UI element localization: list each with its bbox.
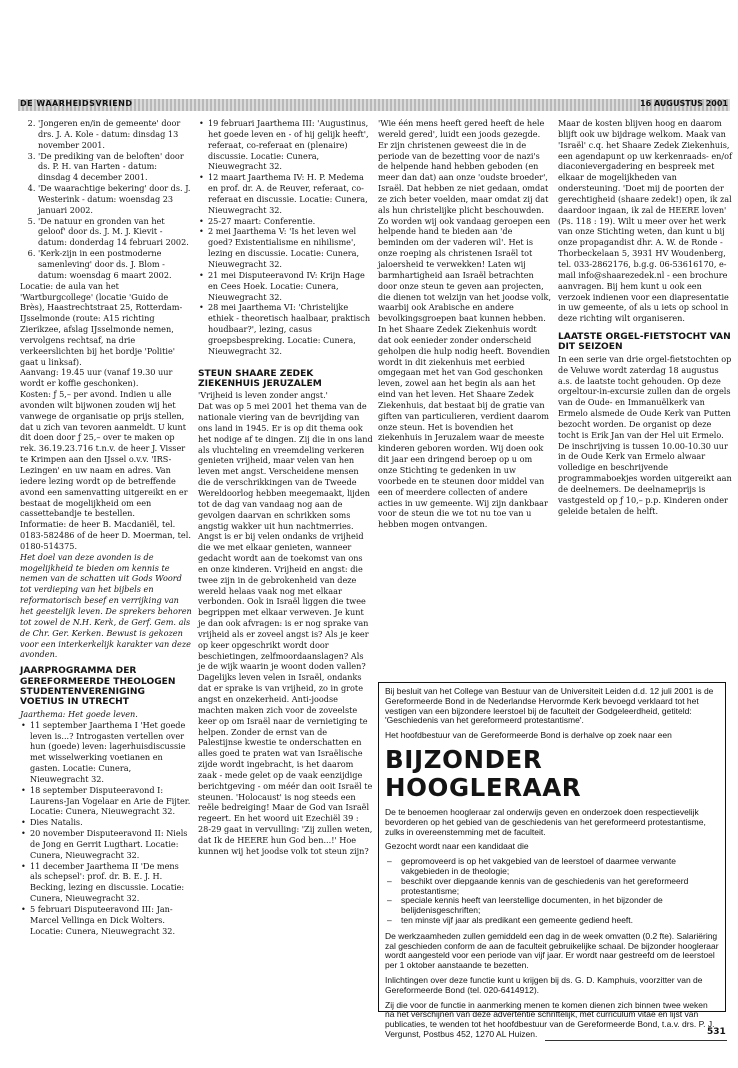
requirement-item: – ten minste vijf jaar als predikant een gemeente gediend heeft. (401, 916, 719, 926)
program-item: • 11 september Jaarthema I 'Het goede leven is...? Introgasten vertellen over hun (goede) leven: lagerhuisdiscussie met wisselwerking voetianen en gasten. Locatie: Cunera, Nieuwegracht 32. (30, 720, 192, 785)
program-item: • 28 mei Jaarthema VI: 'Christelijke ethiek - theoretisch haalbaar, praktisch houdbaar?', lezing, casus groepsbespreking. Locatie: Cunera, Nieuwegracht 32. (208, 302, 373, 356)
program-item: • 19 februari Jaarthema III: 'Augustinus, het goede leven en - of hij gelijk heeft', referaat, co-referaat en (plenaire) discussie. Locatie: Cunera, Nieuwegracht 32. (208, 118, 373, 172)
header-date: 16 AUGUSTUS 2001 (640, 99, 728, 108)
section-heading-orgel-fietstocht: LAATSTE ORGEL-FIETSTOCHT VAN DIT SEIZOEN (558, 332, 731, 353)
purpose-note: Het doel van deze avonden is de mogelijkheid te bieden om kennis te nemen van de schatten uit Gods Woord tot verdieping van het bijbels en reformatorisch besef en verrijking van het geestelijk leven. De sprekers behoren tot zowel de N.H. Kerk, de Gerf. Gem. als de Chr. Ger. Kerken. Bewust is gekozen voor een interkerkelijk karakter van deze avonden. (20, 551, 192, 660)
orgel-body: In een serie van drie orgel-fietstochten op de Veluwe wordt zaterdag 18 augustus a.s. de laatste tocht gehouden. Op deze orgeltour-in-excursie zullen dan de orgels van de Oude- en Immanuëlkerk van Ermelo alsmede de Oude Kerk van Putten bezocht worden. De organist op deze tocht is Erik Jan van der Hel uit Ermelo. De inschrijving is tussen 10.00-10.30 uur in de Oude Kerk van Ermelo alwaar volledige en beschrijvende programmaboekjes worden uitgereikt aan de deelnemers. De deelnameprijs is vastgesteld op ƒ 10,– p.p. Kinderen onder geleide betalen de helft. (558, 353, 732, 516)
page-number: 531 (707, 1027, 726, 1037)
article-body: Dat was op 5 mei 2001 het thema van de nationale viering van de bevrijding van ons land in 1945. Er is op dit thema ook het nodige af te dingen. Zij die in ons land als vluchteling en vreemdeling verkeren genieten vrijheid, maar velen van hen leven met angst. Verscheidene mensen die de verschrikkingen van de Tweede Wereldoorlog hebben meegemaakt, lijden tot de dag van vandaag nog aan de gevolgen daarvan en schrikken soms angstig wakker uit hun nachtmerries. Angst is er bij velen ondanks de vrijheid die we met elkaar genieten, wanneer gedacht wordt aan de toekomst van ons en onze kinderen. Vrijheid en angst: die twee zijn in de gebrokenheid van deze wereld helaas vaak nog met elkaar verbonden. Ook in Israël liggen die twee begrippen met elkaar verweven. Je kunt je dan ook afvragen: is er nog sprake van vrijheid als er zoveel angst is? Als je keer op keer opgeschrikt wordt door beschietingen, zelfmoordaanslagen? Als je de wijk waarin je woont doden vallen? Dagelijks leven velen in Israël, ondanks dat er sprake is van vrijheid, zo in grote angst en onzekerheid. Anti-joodse machten maken zich voor de zoveelste keer op om Israël naar de vernietiging te helpen. Zonder de ernst van de Palestijnse kwestie te onderschatten en alles goed te praten wat van Israëlische zijde wordt ingebracht, is het daarom zaak - mede gelet op de vaak eenzijdige berichtgeving - om méér dan ooit Israël te steunen. 'Holocaust' is nog steeds een reële bedreiging! Maar de God van Israël regeert. En het woord uit Ezechiël 39 : 28-29 gaat in vervulling: 'Zij zullen weten, dat Ik de HEERE hun God ben...!' Hoe kunnen wij het joodse volk tot steun zijn? (198, 401, 373, 856)
jaarthema-text: Jaarthema: Het goede leven. (20, 708, 138, 719)
informatie-text: Informatie: de heer B. Macdaniël, tel. 0183-582486 of de heer D. Moerman, tel. 0180-514375. (20, 519, 191, 551)
program-item: • 18 september Disputeeravond I: Laurens-Jan Vogelaar en Arie de Fijter. Locatie: Cunera, Nieuwegracht 32. (30, 785, 192, 818)
requirement-item: – speciale kennis heeft van leerstellige documenten, in het bijzonder de belijdenisgeschriften; (401, 896, 719, 916)
advert-conditions: De werkzaamheden zullen gemiddeld een dag in de week omvatten (0.2 fte). Salariëring zal geschieden conform de aan de faculteit gebruikelijke schaal. De bijzonder hoogleraar wordt aangesteld voor een periode van vijf jaar. Er wordt naar gestreefd om de leerstoel per 1 oktober aanstaande te bezetten. (385, 930, 719, 971)
column-1 (20, 118, 192, 937)
column-3 (378, 118, 552, 530)
advert-search-line: Het hoofdbestuur van de Gereformeerde Bond is derhalve op zoek naar een (385, 730, 672, 741)
advert-requirements (385, 857, 719, 926)
program-item: • 5 februari Disputeeravond III: Jan-Marcel Vellinga en Dick Wolters. Locatie: Cunera, Nieuwegracht 32. (30, 904, 192, 937)
program-item: • Dies Natalis. (30, 817, 192, 828)
talk-item: 5. 'De natuur en gronden van het geloof' door ds. J. M. J. Kievit - datum: donderdag 14 februari 2002. (38, 216, 192, 249)
advert-requirements-intro: Gezocht wordt naar een kandidaat die (385, 841, 529, 852)
talk-item: 4. 'De waarachtige bekering' door ds. J. Westerink - datum: woensdag 23 januari 2002. (38, 183, 192, 216)
advert-contact: Inlichtingen over deze functie kunt u krijgen bij ds. G. D. Kamphuis, voorzitter van de Gereformeerde Bond (tel. 020-6414912). (385, 974, 703, 995)
program-item: • 20 november Disputeeravond II: Niels de Jong en Gerrit Lugthart. Locatie: Cunera, Nieuwegracht 32. (30, 828, 192, 861)
program-item: • 2 mei Jaarthema V: 'Is het leven wel goed? Existentialisme en nihilisme', lezing en discussie. Locatie: Cunera, Nieuwegracht 32. (208, 226, 373, 269)
program-list-continued (198, 118, 373, 357)
kosten-text: Kosten: ƒ 5,– per avond. Indien u alle avonden wilt bijwonen zouden wij het vanwege de organisatie op prijs stellen, dat u zich van tevoren aanmeldt. U kunt dit doen door ƒ 25,– over te maken op rek. 36.19.23.716 t.n.v. de heer J. Visser te Krimpen aan den IJssel o.v.v. 'IRS-Lezingen' en uw naam en adres. Van iedere lezing wordt op de betreffende avond een samenvatting uitgereikt en er bestaat de mogelijkheid om een cassettebandje te bestellen. (20, 389, 188, 519)
advert-title: BIJZONDER HOOGLERAAR (385, 744, 582, 802)
advert-intro: Bij besluit van het College van Bestuur van de Universiteit Leiden d.d. 12 juli 2001 is de Gereformeerde Bond in de Nederlandse Hervormde Kerk bevoegd verklaard tot het vestigen van een bijzondere leerstoel bij de faculteit der Godgeleerdheid, getiteld: 'Geschiedenis van het gereformeerd protestantisme'. (385, 686, 714, 726)
aanvang-text: Aanvang: 19.45 uur (vanaf 19.30 uur wordt er koffie geschonken). (20, 367, 173, 389)
column-4 (558, 118, 734, 517)
advert-description: De te benoemen hoogleraar zal onderwijs geven en onderzoek doen respectievelijk bevorderen op het gebied van de geschiedenis van het gereformeerd protestantisme, zulks in overeenstemming met de faculteit. (385, 806, 706, 837)
article-subtitle: 'Vrijheid is leven zonder angst.' (198, 390, 328, 401)
header-publication: DE WAARHEIDSVRIEND (20, 99, 133, 108)
talk-item: 3. 'De prediking van de beloften' door ds. P. H. van Harten - datum: dinsdag 4 december 2001. (38, 151, 192, 184)
advert-application: Zij die voor de functie in aanmerking menen te komen dienen zich binnen twee weken na het verschijnen van deze advertentie schriftelijk, met curriculum vitae en lijst van publicaties, te wenden tot het hoofdbestuur van de Gereformeerde Bond, t.a.v. drs. P. J. Vergunst, Postbus 452, 1270 AL Huizen. (385, 999, 715, 1039)
program-item: • 12 maart Jaarthema IV: H. P. Medema en prof. dr. A. de Reuver, referaat, co-referaat en discussie. Locatie: Cunera, Nieuwegracht 32. (208, 172, 373, 215)
program-list (20, 720, 192, 937)
program-item: • 11 december Jaarthema II 'De mens als schepsel': prof. dr. B. E. J. H. Becking, lezing en discussie. Locatie: Cunera, Nieuwegracht 32. (30, 861, 192, 904)
section-heading-voetius: JAARPROGRAMMA DER GEREFORMEERDE THEOLOGEN STUDENTENVERENIGING VOETIUS IN UTRECHT (20, 666, 176, 708)
section-heading-shaare-zedek: STEUN SHAARE ZEDEK ZIEKENHUIS JERUZALEM (198, 368, 322, 389)
talk-item: 2. 'Jongeren en/in de gemeente' door drs. J. A. Kole - datum: dinsdag 13 november 2001. (38, 118, 192, 151)
talk-item: 6. 'Kerk-zijn in een postmoderne samenleving' door ds. J. Blom - datum: woensdag 6 maart 2002. (38, 248, 192, 281)
column-2 (198, 118, 373, 857)
article-body-continued: 'Wie één mens heeft gered heeft de hele wereld gered', luidt een joods gezegde. Er zijn christenen geweest die in de periode van de bezetting voor de nazi's de helpende hand hebben geboden (en meer dan dat) aan onze 'oudste broeder', Israël. Dat hebben ze niet gedaan, omdat ze zich beter voelden, maar omdat zij dat als hun christelijke plicht beschouwden. Zo worden wij ook vandaag geroepen een helpende hand te bieden aan 'de beminden om der vaderen wil'. Het is onze roeping als christenen Israël tot jaloersheid te verwekken! Laten wij barmhartigheid aan Israël betrachten door onze steun te geven aan projecten, die dienen tot welzijn van het joodse volk, waarbij ook Arabische en andere bevolkingsgroepen baat kunnen hebben. In het Shaare Zedek Ziekenhuis wordt dat ook eenieder zonder onderscheid geholpen die hulp nodig heeft. Bovendien wordt in dit ziekenhuis met eerbied omgegaan met het van God geschonken leven, zowel aan het begin als aan het eind van het leven. Het Shaare Zedek Ziekenhuis, dat bestaat bij de gratie van giften van particulieren, verdient daarom onze steun. Het is bovendien het ziekenhuis in Jeruzalem waar de meeste kinderen geboren worden. Wij doen ook dit jaar een dringend beroep op u om onze Stichting te gedenken in uw voorbede en te steunen door middel van een of meerdere collecten of andere acties in uw gemeente. Wij zijn dankbaar voor de steun die we tot nu toe van u hebben mogen ontvangen. (378, 118, 552, 530)
program-item: • 21 mei Disputeeravond IV: Krijn Hage en Cees Hoek. Locatie: Cunera, Nieuwegracht 32. (208, 270, 373, 303)
program-item: • 25-27 maart: Conferentie. (208, 216, 373, 227)
page-footer-rule (545, 1040, 727, 1041)
requirement-item: – beschikt over diepgaande kennis van de geschiedenis van het gereformeerd protestantisme; (401, 877, 719, 897)
requirement-item: – gepromoveerd is op het vakgebied van de leerstoel of daarmee verwante vakgebieden in de theologie; (401, 857, 719, 877)
talks-list (20, 118, 192, 281)
locatie-text: Locatie: de aula van het 'Wartburgcollege' (locatie 'Guido de Brès), Haastrechtstraat 25, Rotterdam-IJsselmonde (route: A15 richting Zierikzee, afslag IJsselmonde nemen, vervolgens rechtsaf, na drie verkeerslichten bij het bordje 'Politie' gaat u linksaf). (20, 280, 183, 367)
article-body-end: Maar de kosten blijven hoog en daarom blijft ook uw bijdrage welkom. Maak van 'Israël' c.q. het Shaare Zedek Ziekenhuis, een agendapunt op uw kerkenraads- en/of diaconievergadering en bespreek met elkaar de mogelijkheden van ondersteuning. 'Doet mij de poorten der gerechtigheid (shaare zedek!) open, ik zal daardoor ingaan, ik zal de HEERE loven' (Ps. 118 : 19). Wilt u meer over het werk van onze Stichting weten, dan kunt u bij onze propagandist dhr. A. W. de Ronde - Thorbeckelaan 5, 3931 HV Woudenberg, tel. 033-2862176, b.g.g. 06-53616170, e-mail info@shaarezedek.nl - een brochure aanvragen. Bij hem kunt u ook een verzoek indienen voor een diapresentatie in uw gemeente, of als u iets op school in deze richting wilt organiseren. (558, 118, 733, 324)
